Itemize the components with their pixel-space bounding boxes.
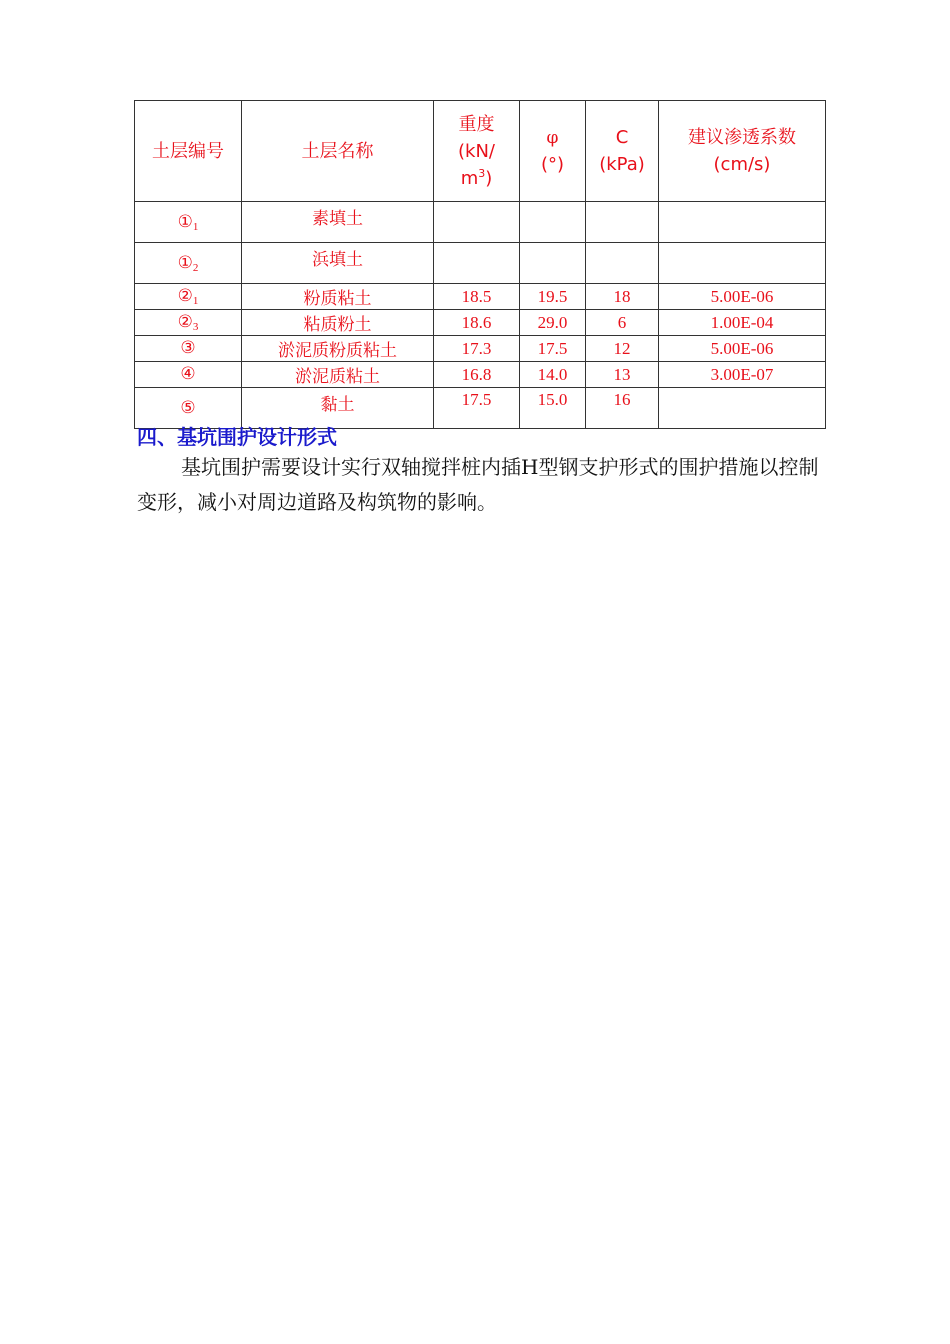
table-row [135, 284, 826, 310]
cell-permeability [659, 243, 826, 284]
cell-friction-angle: 19.5 [520, 284, 586, 310]
cell-layer-no: $①_2$ [135, 243, 242, 284]
cell-cohesion: 6 [586, 310, 659, 336]
section-body: 基坑围护需要设计实行双轴搅拌桩内插H型钢支护形式的围护措施以控制变形，减小对周边道路及构筑物的影响。 [137, 455, 819, 514]
soil-parameters-table [134, 100, 826, 429]
cell-layer-name: 粘质粉土 [242, 310, 434, 336]
cell-layer-name: 淤泥质粉质粘土 [242, 336, 434, 362]
cell-layer-name: 粉质粘土 [242, 284, 434, 310]
table-row [135, 362, 826, 388]
cell-permeability [659, 202, 826, 243]
cell-layer-no: ⑤ [135, 388, 242, 429]
header-layer-name: 土层名称 [242, 101, 434, 202]
cell-permeability: 1.00E-04 [659, 310, 826, 336]
header-permeability: 建议渗透系数 (cm/s) [659, 101, 826, 202]
cell-friction-angle: 15.0 [520, 388, 586, 429]
table-row [135, 336, 826, 362]
section-title: 四、基坑围护设计形式 [137, 425, 337, 449]
cell-friction-angle: 17.5 [520, 336, 586, 362]
header-layer-no: 土层编号 [135, 101, 242, 202]
cell-cohesion [586, 202, 659, 243]
cell-friction-angle: 29.0 [520, 310, 586, 336]
cell-cohesion: 18 [586, 284, 659, 310]
cell-layer-name: 淤泥质粘土 [242, 362, 434, 388]
table-row [135, 202, 826, 243]
cell-layer-no: ④ [135, 362, 242, 388]
cell-friction-angle: 14.0 [520, 362, 586, 388]
header-cohesion: C (kPa) [586, 101, 659, 202]
cell-layer-no: $①_1$ [135, 202, 242, 243]
cell-layer-no: ③ [135, 336, 242, 362]
cell-cohesion: 16 [586, 388, 659, 429]
cell-permeability: 5.00E-06 [659, 336, 826, 362]
cell-permeability [659, 388, 826, 429]
cell-unit-weight: 17.3 [434, 336, 520, 362]
cell-layer-no: $②_3$ [135, 310, 242, 336]
cell-unit-weight [434, 243, 520, 284]
header-unit-weight: 重度 (kN/ $m^3$) [434, 101, 520, 202]
cell-layer-name: 浜填土 [242, 243, 434, 284]
cell-permeability: 5.00E-06 [659, 284, 826, 310]
cell-unit-weight: 16.8 [434, 362, 520, 388]
cell-unit-weight [434, 202, 520, 243]
cell-layer-no: $②_1$ [135, 284, 242, 310]
cell-friction-angle [520, 202, 586, 243]
cell-cohesion: 12 [586, 336, 659, 362]
cell-permeability: 3.00E-07 [659, 362, 826, 388]
cell-unit-weight: 17.5 [434, 388, 520, 429]
table-header-row [135, 101, 826, 202]
cell-layer-name: 黏土 [242, 388, 434, 429]
table-row [135, 243, 826, 284]
cell-unit-weight: 18.6 [434, 310, 520, 336]
table-row [135, 310, 826, 336]
cell-layer-name: 素填土 [242, 202, 434, 243]
header-friction-angle: φ (°) [520, 101, 586, 202]
cell-friction-angle [520, 243, 586, 284]
cell-cohesion: 13 [586, 362, 659, 388]
cell-cohesion [586, 243, 659, 284]
table-row [135, 388, 826, 429]
cell-unit-weight: 18.5 [434, 284, 520, 310]
